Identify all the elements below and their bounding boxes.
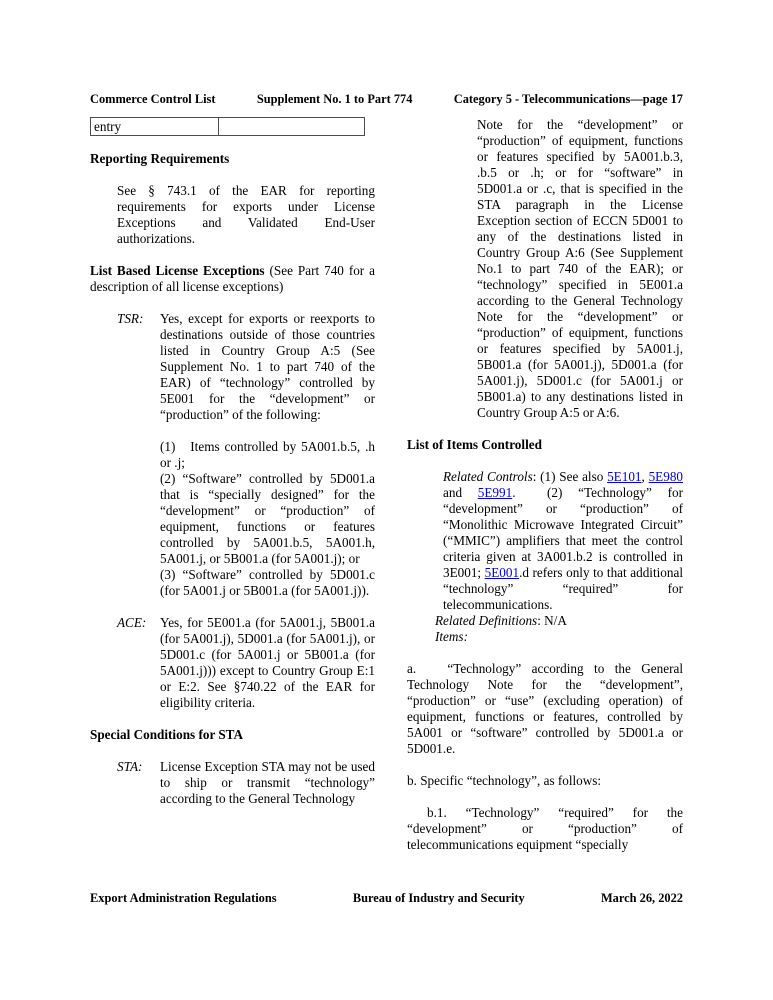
sta-condition-block [90, 759, 375, 807]
left-column [90, 117, 375, 869]
related-controls-seg2: , [641, 469, 649, 484]
right-column [407, 117, 683, 869]
sta-continuation-paragraph: Note for the “development” or “production” of equipment, functions or features specified by 5A001.b.3, .b.5 or .h; or for “software” in 5D001.a or .c, that is specified in the STA paragraph in the License Exception section of ECCN 5D001 to any of the destinations listed in Country Group A:6 (See Supplement No.1 to part 740 of the EAR); or “technology” specified in 5E001.a according to the General Technology Note for the “development” or “production” of equipment, functions or features specified by 5A001.j, 5B001.a (for 5A001.j), 5D001.a (for 5A001.j), 5D001.c (for 5A001.j or 5B001.a) to any destinations listed in Country Group A:5 or A:6. [477, 117, 683, 420]
footer-date: March 26, 2022 [600, 891, 683, 905]
related-definitions-line [435, 613, 683, 629]
list-of-items-controlled-heading: List of Items Controlled [407, 437, 542, 452]
related-controls-label: Related Controls [443, 469, 533, 484]
paragraph-b: b. Specific “technology”, as follows: [407, 773, 602, 788]
related-definitions-label: Related Definitions [435, 613, 538, 628]
sta-label: STA: [117, 759, 143, 774]
header-title: Commerce Control List [90, 92, 216, 106]
page-header [90, 92, 683, 106]
sta-body: License Exception STA may not be used to ship or transmit “technology” according to the General Technology [160, 759, 375, 806]
link-5E101[interactable]: 5E101 [607, 469, 642, 484]
footer-regulations: Export Administration Regulations [90, 891, 277, 905]
related-controls-seg4: . (2) “Technology” for “development” or “production” of “Monolithic Microwave Integrated Circuit” (“MMIC”) amplifiers that meet the control criteria given at 3A001.b.2 is controlled in 3E001; [443, 485, 683, 580]
header-category-page: Category 5 - Telecommunications—page 17 [453, 92, 683, 106]
tsr-exception-block [90, 311, 375, 423]
header-supplement: Supplement No. 1 to Part 774 [256, 92, 413, 106]
list-based-rest-text: (See Part 740 for a description of all license exceptions) [90, 263, 376, 294]
ace-label: ACE: [117, 615, 147, 630]
tsr-item-3: (3) “Software” controlled by 5D001.c (for 5A001.j or 5B001.a (for 5A001.j)). [160, 567, 375, 598]
tsr-item-2: (2) “Software” controlled by 5D001.a that is “specially designed” for the “development” or “production” of equipment, functions or features controlled by 5A001.b.5, 5A001.h, 5A001.j, or 5B001.a (for 5A001.j); or [160, 471, 375, 566]
special-conditions-sta-heading: Special Conditions for STA [90, 727, 244, 742]
tsr-item-1: (1) Items controlled by 5A001.b.5, .h or .j; [160, 439, 375, 470]
tsr-items-list [160, 439, 375, 599]
related-controls-paragraph [407, 469, 683, 613]
reporting-requirements-heading: Reporting Requirements [90, 151, 230, 166]
related-controls-seg1: : (1) See also [532, 469, 608, 484]
link-5E980[interactable]: 5E980 [648, 469, 684, 484]
page-content [90, 92, 683, 869]
tsr-body: Yes, except for exports or reexports to destinations outside of those countries listed in Country Group A:5 (See Supplement No. 1 to part 740 of the EAR) of “technology” controlled by 5E001 for the “development” or “production” of the following: [160, 311, 375, 422]
link-5E001[interactable]: 5E001 [484, 565, 520, 580]
list-based-license-exceptions-paragraph [90, 263, 375, 295]
ace-body: Yes, for 5E001.a (for 5A001.j, 5B001.a (for 5A001.j), 5D001.a (for 5A001.j), or 5D001.c (for 5A001.j or 5B001.a (for 5A001.j))) except to Country Group E:1 or E:2. See §740.22 of the EAR for eligibility criteria. [160, 615, 375, 710]
entry-table-cell-label: entry [91, 118, 219, 135]
entry-table [90, 117, 365, 136]
two-column-body [90, 117, 683, 869]
items-label: Items: [435, 629, 468, 644]
reporting-requirements-paragraph: See § 743.1 of the EAR for reporting requirements for exports under License Exceptions and Validated End-User authorizations. [117, 183, 375, 246]
ace-exception-block [90, 615, 375, 711]
list-based-heading-text: List Based License Exceptions [90, 263, 265, 278]
related-definitions-value: : N/A [537, 613, 567, 628]
paragraph-a: a. “Technology” according to the General Technology Note for the “development”, “production” or “use” (excluding operation) of equipment, functions or features, controlled by 5A001 or “software” controlled by 5D001.a or 5D001.e. [407, 661, 683, 756]
related-controls-seg5: .d refers only to that additional “technology” “required” for telecommunications. [443, 565, 683, 612]
page-footer [90, 891, 683, 906]
entry-table-cell-empty [219, 118, 364, 135]
footer-bureau: Bureau of Industry and Security [352, 891, 525, 905]
paragraph-b1: b.1. “Technology” “required” for the “development” or “production” of telecommunications equipment “specially [407, 805, 683, 852]
link-5E991[interactable]: 5E991 [477, 485, 513, 500]
related-controls-seg3: and [443, 485, 478, 500]
tsr-label: TSR: [117, 311, 144, 326]
